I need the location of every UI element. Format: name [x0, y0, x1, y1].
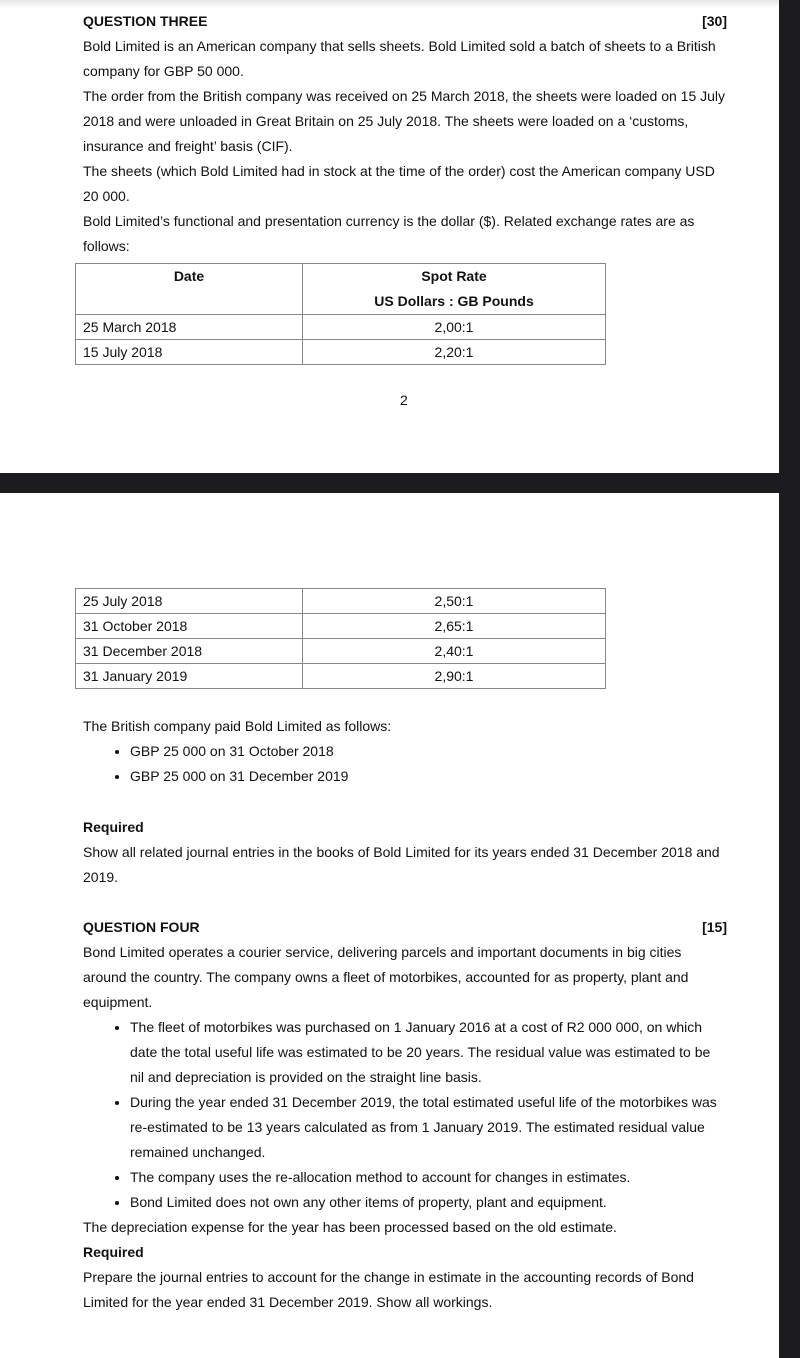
- question-four-title: QUESTION FOUR: [83, 919, 200, 935]
- rate-cell: 2,40:1: [303, 639, 606, 664]
- required-heading: Required: [83, 819, 144, 835]
- question-three-intro: [83, 9, 733, 259]
- table-row: [76, 589, 606, 614]
- paragraph: Prepare the journal entries to account for the change in estimate in the accounting records of Bond Limited for the year ended 31 December 2019. Show all workings.: [83, 1269, 694, 1310]
- question-four-header: [83, 915, 727, 940]
- paragraph: Bold Limited’s functional and presentation currency is the dollar ($). Related exchange rates are as follows:: [83, 213, 695, 254]
- rate-cell: 2,90:1: [303, 664, 606, 689]
- rate-cell: 2,20:1: [303, 340, 606, 365]
- table-row: [76, 315, 606, 340]
- table-header-row: [76, 264, 606, 315]
- list-item: • During the year ended 31 December 2019, the total estimated useful life of the motorbikes was re-estimated to be 13 years calculated as from 1 January 2019. The estimated residual value remained unchanged.: [130, 1090, 728, 1165]
- date-cell: 31 December 2018: [76, 639, 303, 664]
- table-row: [76, 340, 606, 365]
- viewer-scrollbar-track[interactable]: [779, 0, 800, 1358]
- exchange-rate-table-part2: [75, 588, 606, 689]
- paragraph: The sheets (which Bold Limited had in stock at the time of the order) cost the American company USD 20 000.: [83, 163, 715, 204]
- list-item: • The company uses the re-allocation method to account for changes in estimates.: [130, 1165, 728, 1190]
- paragraph: Show all related journal entries in the books of Bold Limited for its years ended 31 December 2018 and 2019.: [83, 844, 720, 885]
- paragraph: The order from the British company was received on 25 March 2018, the sheets were loaded on 15 July 2018 and were unloaded in Great Britain on 25 July 2018. The sheets were loaded on a ‘customs, insurance and freight’ basis (CIF).: [83, 88, 726, 154]
- column-header-date: Date: [76, 264, 303, 315]
- question-three-marks: [30]: [702, 13, 727, 29]
- list-item: • The fleet of motorbikes was purchased on 1 January 2016 at a cost of R2 000 000, on which date the total useful life was estimated to be 20 years. The residual value was estimated to be nil and depreciation is provided on the straight line basis.: [130, 1015, 728, 1090]
- exchange-rate-table-part1: [75, 263, 606, 365]
- question-three-title: QUESTION THREE: [83, 13, 208, 29]
- paragraph: The depreciation expense for the year has been processed based on the old estimate.: [83, 1219, 617, 1235]
- list-item: • Bond Limited does not own any other items of property, plant and equipment.: [130, 1190, 728, 1215]
- page-separator: [0, 473, 800, 493]
- list-item: • GBP 25 000 on 31 October 2018: [130, 739, 733, 764]
- table-row: [76, 639, 606, 664]
- page-top-shadow: [0, 0, 779, 8]
- table-row: [76, 664, 606, 689]
- rate-cell: 2,50:1: [303, 589, 606, 614]
- question-four: [83, 915, 728, 1315]
- date-cell: 31 October 2018: [76, 614, 303, 639]
- page-number: 2: [400, 392, 408, 408]
- date-cell: 15 July 2018: [76, 340, 303, 365]
- facts-list: [83, 1015, 728, 1215]
- list-item: • GBP 25 000 on 31 December 2019: [130, 764, 733, 789]
- rate-cell: 2,00:1: [303, 315, 606, 340]
- paragraph: Bold Limited is an American company that sells sheets. Bold Limited sold a batch of sheets to a British company for GBP 50 000.: [83, 38, 716, 79]
- paragraph: Bond Limited operates a courier service, delivering parcels and important documents in big cities around the country. The company owns a fleet of motorbikes, accounted for as property, plant and equipment.: [83, 944, 689, 1010]
- question-three-header: [83, 9, 727, 34]
- question-four-marks: [15]: [702, 919, 727, 935]
- table-row: [76, 614, 606, 639]
- paragraph: The British company paid Bold Limited as follows:: [83, 718, 392, 734]
- column-header-spot-rate: [303, 264, 606, 315]
- payment-list: [83, 739, 733, 789]
- question-three-payments: [83, 714, 733, 890]
- rate-cell: 2,65:1: [303, 614, 606, 639]
- spot-rate-label: Spot Rate: [421, 268, 487, 284]
- date-cell: 25 March 2018: [76, 315, 303, 340]
- date-cell: 25 July 2018: [76, 589, 303, 614]
- required-heading: Required: [83, 1244, 144, 1260]
- date-cell: 31 January 2019: [76, 664, 303, 689]
- currency-pair-label: US Dollars : GB Pounds: [374, 293, 534, 309]
